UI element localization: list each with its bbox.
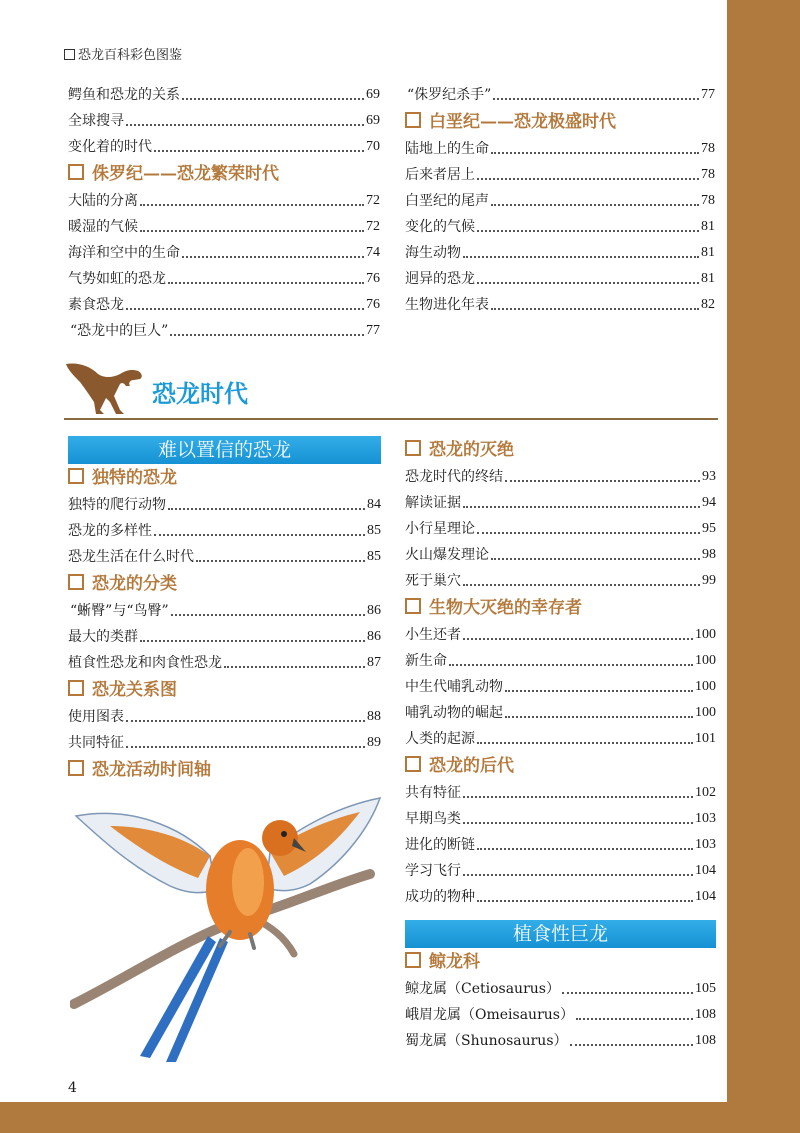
- toc-entry: [405, 726, 716, 752]
- toc-entry-title: 最大的类群: [68, 629, 138, 645]
- toc-entry-page: 85: [367, 549, 381, 564]
- toc-entry: [68, 82, 380, 108]
- toc-section-heading: [68, 160, 380, 188]
- toc-entry-title: 峨眉龙属（Omeisaurus）: [405, 1007, 574, 1023]
- toc-entry-page: 82: [701, 297, 715, 312]
- toc-entry-title: 海洋和空中的生命: [68, 245, 180, 261]
- bottom-border-band: [0, 1102, 800, 1133]
- toc-entry-title: 共有特征: [405, 785, 461, 801]
- toc-entry-page: 100: [695, 653, 716, 668]
- toc-entry-title: 鲸龙属（Cetiosaurus）: [405, 981, 560, 997]
- toc-entry-page: 98: [702, 547, 716, 562]
- dot-leader: [140, 230, 364, 232]
- toc-entry: [405, 858, 716, 884]
- toc-entry-page: 108: [695, 1033, 716, 1048]
- toc-entry-page: 104: [695, 889, 716, 904]
- toc-entry: [405, 82, 715, 108]
- toc-entry-title: “蜥臀”与“鸟臀”: [70, 603, 169, 619]
- toc-entry-page: 86: [367, 603, 381, 618]
- dot-leader: [493, 98, 699, 100]
- toc-section-heading: [405, 436, 716, 464]
- dot-leader: [170, 334, 364, 336]
- toc-entry: [405, 162, 715, 188]
- toc-section-title: 白垩纪——恐龙极盛时代: [429, 112, 616, 132]
- dot-leader: [477, 532, 700, 534]
- toc-entry: [405, 240, 715, 266]
- dot-leader: [140, 204, 364, 206]
- toc-column-top-left: [68, 82, 380, 344]
- toc-part-banner: 难以置信的恐龙: [68, 436, 381, 464]
- toc-entry-title: 共同特征: [68, 735, 124, 751]
- toc-column-top-right: [405, 82, 715, 318]
- toc-entry-title: 小行星理论: [405, 521, 475, 537]
- toc-entry-title: 独特的爬行动物: [68, 497, 166, 513]
- toc-entry-page: 104: [695, 863, 716, 878]
- toc-part-banner: 植食性巨龙: [405, 920, 716, 948]
- toc-entry-title: 变化着的时代: [68, 139, 152, 155]
- toc-entry: [405, 674, 716, 700]
- square-icon: [405, 952, 421, 968]
- toc-section-heading: [68, 756, 381, 784]
- toc-entry: [405, 188, 715, 214]
- dot-leader: [477, 178, 699, 180]
- toc-entry: [405, 542, 716, 568]
- toc-entry-title: 变化的气候: [405, 219, 475, 235]
- toc-entry: [405, 806, 716, 832]
- dot-leader: [477, 848, 693, 850]
- toc-entry-page: 77: [366, 323, 380, 338]
- toc-entry: [405, 884, 716, 910]
- toc-entry: [68, 492, 381, 518]
- toc-entry-title: 学习飞行: [405, 863, 461, 879]
- toc-entry: [68, 266, 380, 292]
- toc-entry-page: 88: [367, 709, 381, 724]
- toc-entry-page: 105: [695, 981, 716, 996]
- toc-entry-page: 72: [366, 219, 380, 234]
- dot-leader: [154, 534, 365, 536]
- toc-entry-title: 小生还者: [405, 627, 461, 643]
- page-number: 4: [68, 1080, 77, 1096]
- toc-entry: [405, 292, 715, 318]
- toc-entry-title: 植食性恐龙和肉食性恐龙: [68, 655, 222, 671]
- toc-entry: [68, 240, 380, 266]
- toc-entry: [405, 1002, 716, 1028]
- toc-entry-title: 人类的起源: [405, 731, 475, 747]
- toc-entry-page: 94: [702, 495, 716, 510]
- square-icon: [68, 574, 84, 590]
- toc-entry-page: 72: [366, 193, 380, 208]
- toc-entry: [405, 1028, 716, 1054]
- toc-entry-title: 新生命: [405, 653, 447, 669]
- dot-leader: [463, 874, 693, 876]
- dot-leader: [463, 638, 693, 640]
- toc-entry-page: 78: [701, 193, 715, 208]
- toc-entry-page: 100: [695, 705, 716, 720]
- toc-entry-page: 74: [366, 245, 380, 260]
- toc-entry-title: 火山爆发理论: [405, 547, 489, 563]
- toc-entry-title: 暖湿的气候: [68, 219, 138, 235]
- toc-entry-title: 后来者居上: [405, 167, 475, 183]
- toc-entry-title: 蜀龙属（Shunosaurus）: [405, 1033, 568, 1049]
- chapter-title: 恐龙时代: [152, 380, 248, 408]
- dot-leader: [576, 1018, 693, 1020]
- dot-leader: [477, 230, 699, 232]
- toc-entry-page: 100: [695, 627, 716, 642]
- toc-entry-title: 使用图表: [68, 709, 124, 725]
- toc-entry-title: 素食恐龙: [68, 297, 124, 313]
- toc-entry-page: 102: [695, 785, 716, 800]
- dot-leader: [126, 746, 365, 748]
- dot-leader: [477, 742, 693, 744]
- square-icon: [405, 112, 421, 128]
- toc-section-title: 恐龙的分类: [92, 574, 177, 594]
- toc-entry-page: 69: [366, 87, 380, 102]
- toc-entry-title: 解读证据: [405, 495, 461, 511]
- toc-entry-page: 85: [367, 523, 381, 538]
- toc-entry: [405, 214, 715, 240]
- dot-leader: [449, 664, 693, 666]
- square-icon: [68, 164, 84, 180]
- toc-entry: [405, 622, 716, 648]
- square-icon: [68, 680, 84, 696]
- running-head: [64, 44, 182, 63]
- dot-leader: [182, 98, 364, 100]
- toc-entry-title: 迥异的恐龙: [405, 271, 475, 287]
- toc-column-bottom-left: [68, 436, 381, 784]
- toc-entry-title: 早期鸟类: [405, 811, 461, 827]
- toc-entry: [405, 648, 716, 674]
- toc-entry-title: 全球搜寻: [68, 113, 124, 129]
- toc-section-heading: [405, 948, 716, 976]
- toc-entry-title: 进化的断链: [405, 837, 475, 853]
- toc-entry: [405, 464, 716, 490]
- toc-entry: [405, 490, 716, 516]
- toc-entry-title: 恐龙生活在什么时代: [68, 549, 194, 565]
- dot-leader: [562, 992, 693, 994]
- toc-entry-title: 陆地上的生命: [405, 141, 489, 157]
- dot-leader: [168, 508, 365, 510]
- toc-section-title: 鲸龙科: [429, 952, 480, 972]
- toc-entry: [68, 292, 380, 318]
- toc-entry: [405, 700, 716, 726]
- dinosaur-silhouette-icon: [64, 352, 144, 418]
- toc-entry-page: 81: [701, 245, 715, 260]
- toc-section-heading: [405, 752, 716, 780]
- square-icon: [68, 468, 84, 484]
- toc-entry-page: 69: [366, 113, 380, 128]
- dot-leader: [570, 1044, 693, 1046]
- chapter-header: [64, 352, 718, 420]
- toc-entry: [405, 516, 716, 542]
- toc-entry: [405, 568, 716, 594]
- toc-section-title: 独特的恐龙: [92, 468, 177, 488]
- dot-leader: [477, 282, 699, 284]
- toc-section-title: 恐龙关系图: [92, 680, 177, 700]
- square-icon: [405, 598, 421, 614]
- dot-leader: [491, 152, 699, 154]
- toc-entry: [68, 134, 380, 160]
- toc-entry: [68, 704, 381, 730]
- toc-section-heading: [68, 676, 381, 704]
- dot-leader: [505, 690, 693, 692]
- toc-section-heading: [68, 464, 381, 492]
- toc-entry-page: 77: [701, 87, 715, 102]
- toc-entry-page: 76: [366, 271, 380, 286]
- dot-leader: [224, 666, 365, 668]
- dot-leader: [491, 204, 699, 206]
- toc-entry-title: 气势如虹的恐龙: [68, 271, 166, 287]
- toc-section-title: 恐龙活动时间轴: [92, 760, 211, 780]
- toc-entry: [405, 780, 716, 806]
- toc-entry-page: 76: [366, 297, 380, 312]
- toc-entry-page: 84: [367, 497, 381, 512]
- toc-entry-page: 70: [366, 139, 380, 154]
- toc-section-heading: [405, 108, 715, 136]
- toc-entry: [68, 518, 381, 544]
- toc-entry-page: 99: [702, 573, 716, 588]
- toc-entry-page: 100: [695, 679, 716, 694]
- toc-entry-page: 93: [702, 469, 716, 484]
- toc-entry: [68, 108, 380, 134]
- toc-section-heading: [405, 594, 716, 622]
- toc-entry-page: 81: [701, 271, 715, 286]
- dot-leader: [463, 506, 700, 508]
- square-icon: [405, 756, 421, 772]
- toc-entry: [68, 188, 380, 214]
- toc-entry-title: 恐龙时代的终结: [405, 469, 503, 485]
- toc-entry-page: 89: [367, 735, 381, 750]
- toc-entry: [405, 266, 715, 292]
- toc-section-title: 侏罗纪——恐龙繁荣时代: [92, 164, 279, 184]
- toc-entry-page: 103: [695, 837, 716, 852]
- toc-entry: [68, 624, 381, 650]
- dot-leader: [463, 584, 700, 586]
- square-icon: [68, 760, 84, 776]
- toc-entry-title: 死于巢穴: [405, 573, 461, 589]
- dot-leader: [171, 614, 365, 616]
- dot-leader: [463, 256, 699, 258]
- dot-leader: [168, 282, 364, 284]
- toc-entry-page: 78: [701, 167, 715, 182]
- toc-entry-title: 恐龙的多样性: [68, 523, 152, 539]
- toc-section-title: 生物大灭绝的幸存者: [429, 598, 582, 618]
- toc-entry-page: 87: [367, 655, 381, 670]
- toc-entry: [405, 832, 716, 858]
- toc-entry-page: 95: [702, 521, 716, 536]
- bird-illustration: [70, 786, 382, 1066]
- dot-leader: [140, 640, 365, 642]
- dot-leader: [491, 558, 700, 560]
- dot-leader: [126, 720, 365, 722]
- dot-leader: [126, 308, 364, 310]
- toc-entry: [68, 214, 380, 240]
- toc-entry-title: “侏罗纪杀手”: [407, 87, 492, 103]
- toc-entry-title: 成功的物种: [405, 889, 475, 905]
- dot-leader: [463, 796, 693, 798]
- toc-column-bottom-right: [405, 436, 716, 1054]
- square-icon: [64, 49, 75, 60]
- toc-entry-page: 101: [695, 731, 716, 746]
- toc-entry: [68, 730, 381, 756]
- toc-entry: [68, 650, 381, 676]
- dot-leader: [463, 822, 693, 824]
- toc-entry-page: 86: [367, 629, 381, 644]
- dot-leader: [196, 560, 365, 562]
- toc-entry-title: 哺乳动物的崛起: [405, 705, 503, 721]
- toc-section-title: 恐龙的灭绝: [429, 440, 514, 460]
- dot-leader: [505, 480, 700, 482]
- toc-entry-title: “恐龙中的巨人”: [70, 323, 169, 339]
- toc-entry-title: 鳄鱼和恐龙的关系: [68, 87, 180, 103]
- toc-entry: [68, 598, 381, 624]
- toc-entry-page: 103: [695, 811, 716, 826]
- dot-leader: [182, 256, 364, 258]
- toc-entry: [405, 136, 715, 162]
- toc-section-heading: [68, 570, 381, 598]
- toc-entry-page: 81: [701, 219, 715, 234]
- dot-leader: [477, 900, 693, 902]
- toc-entry-title: 白垩纪的尾声: [405, 193, 489, 209]
- toc-entry: [68, 318, 380, 344]
- dot-leader: [505, 716, 693, 718]
- dot-leader: [154, 150, 364, 152]
- toc-entry-title: 生物进化年表: [405, 297, 489, 313]
- toc-entry-page: 108: [695, 1007, 716, 1022]
- toc-entry: [405, 976, 716, 1002]
- toc-entry-title: 中生代哺乳动物: [405, 679, 503, 695]
- dot-leader: [126, 124, 364, 126]
- toc-entry-title: 大陆的分离: [68, 193, 138, 209]
- toc-entry-title: 海生动物: [405, 245, 461, 261]
- toc-entry-page: 78: [701, 141, 715, 156]
- toc-section-title: 恐龙的后代: [429, 756, 514, 776]
- square-icon: [405, 440, 421, 456]
- dot-leader: [491, 308, 699, 310]
- running-head-text: 恐龙百科彩色图鉴: [78, 48, 183, 63]
- toc-entry: [68, 544, 381, 570]
